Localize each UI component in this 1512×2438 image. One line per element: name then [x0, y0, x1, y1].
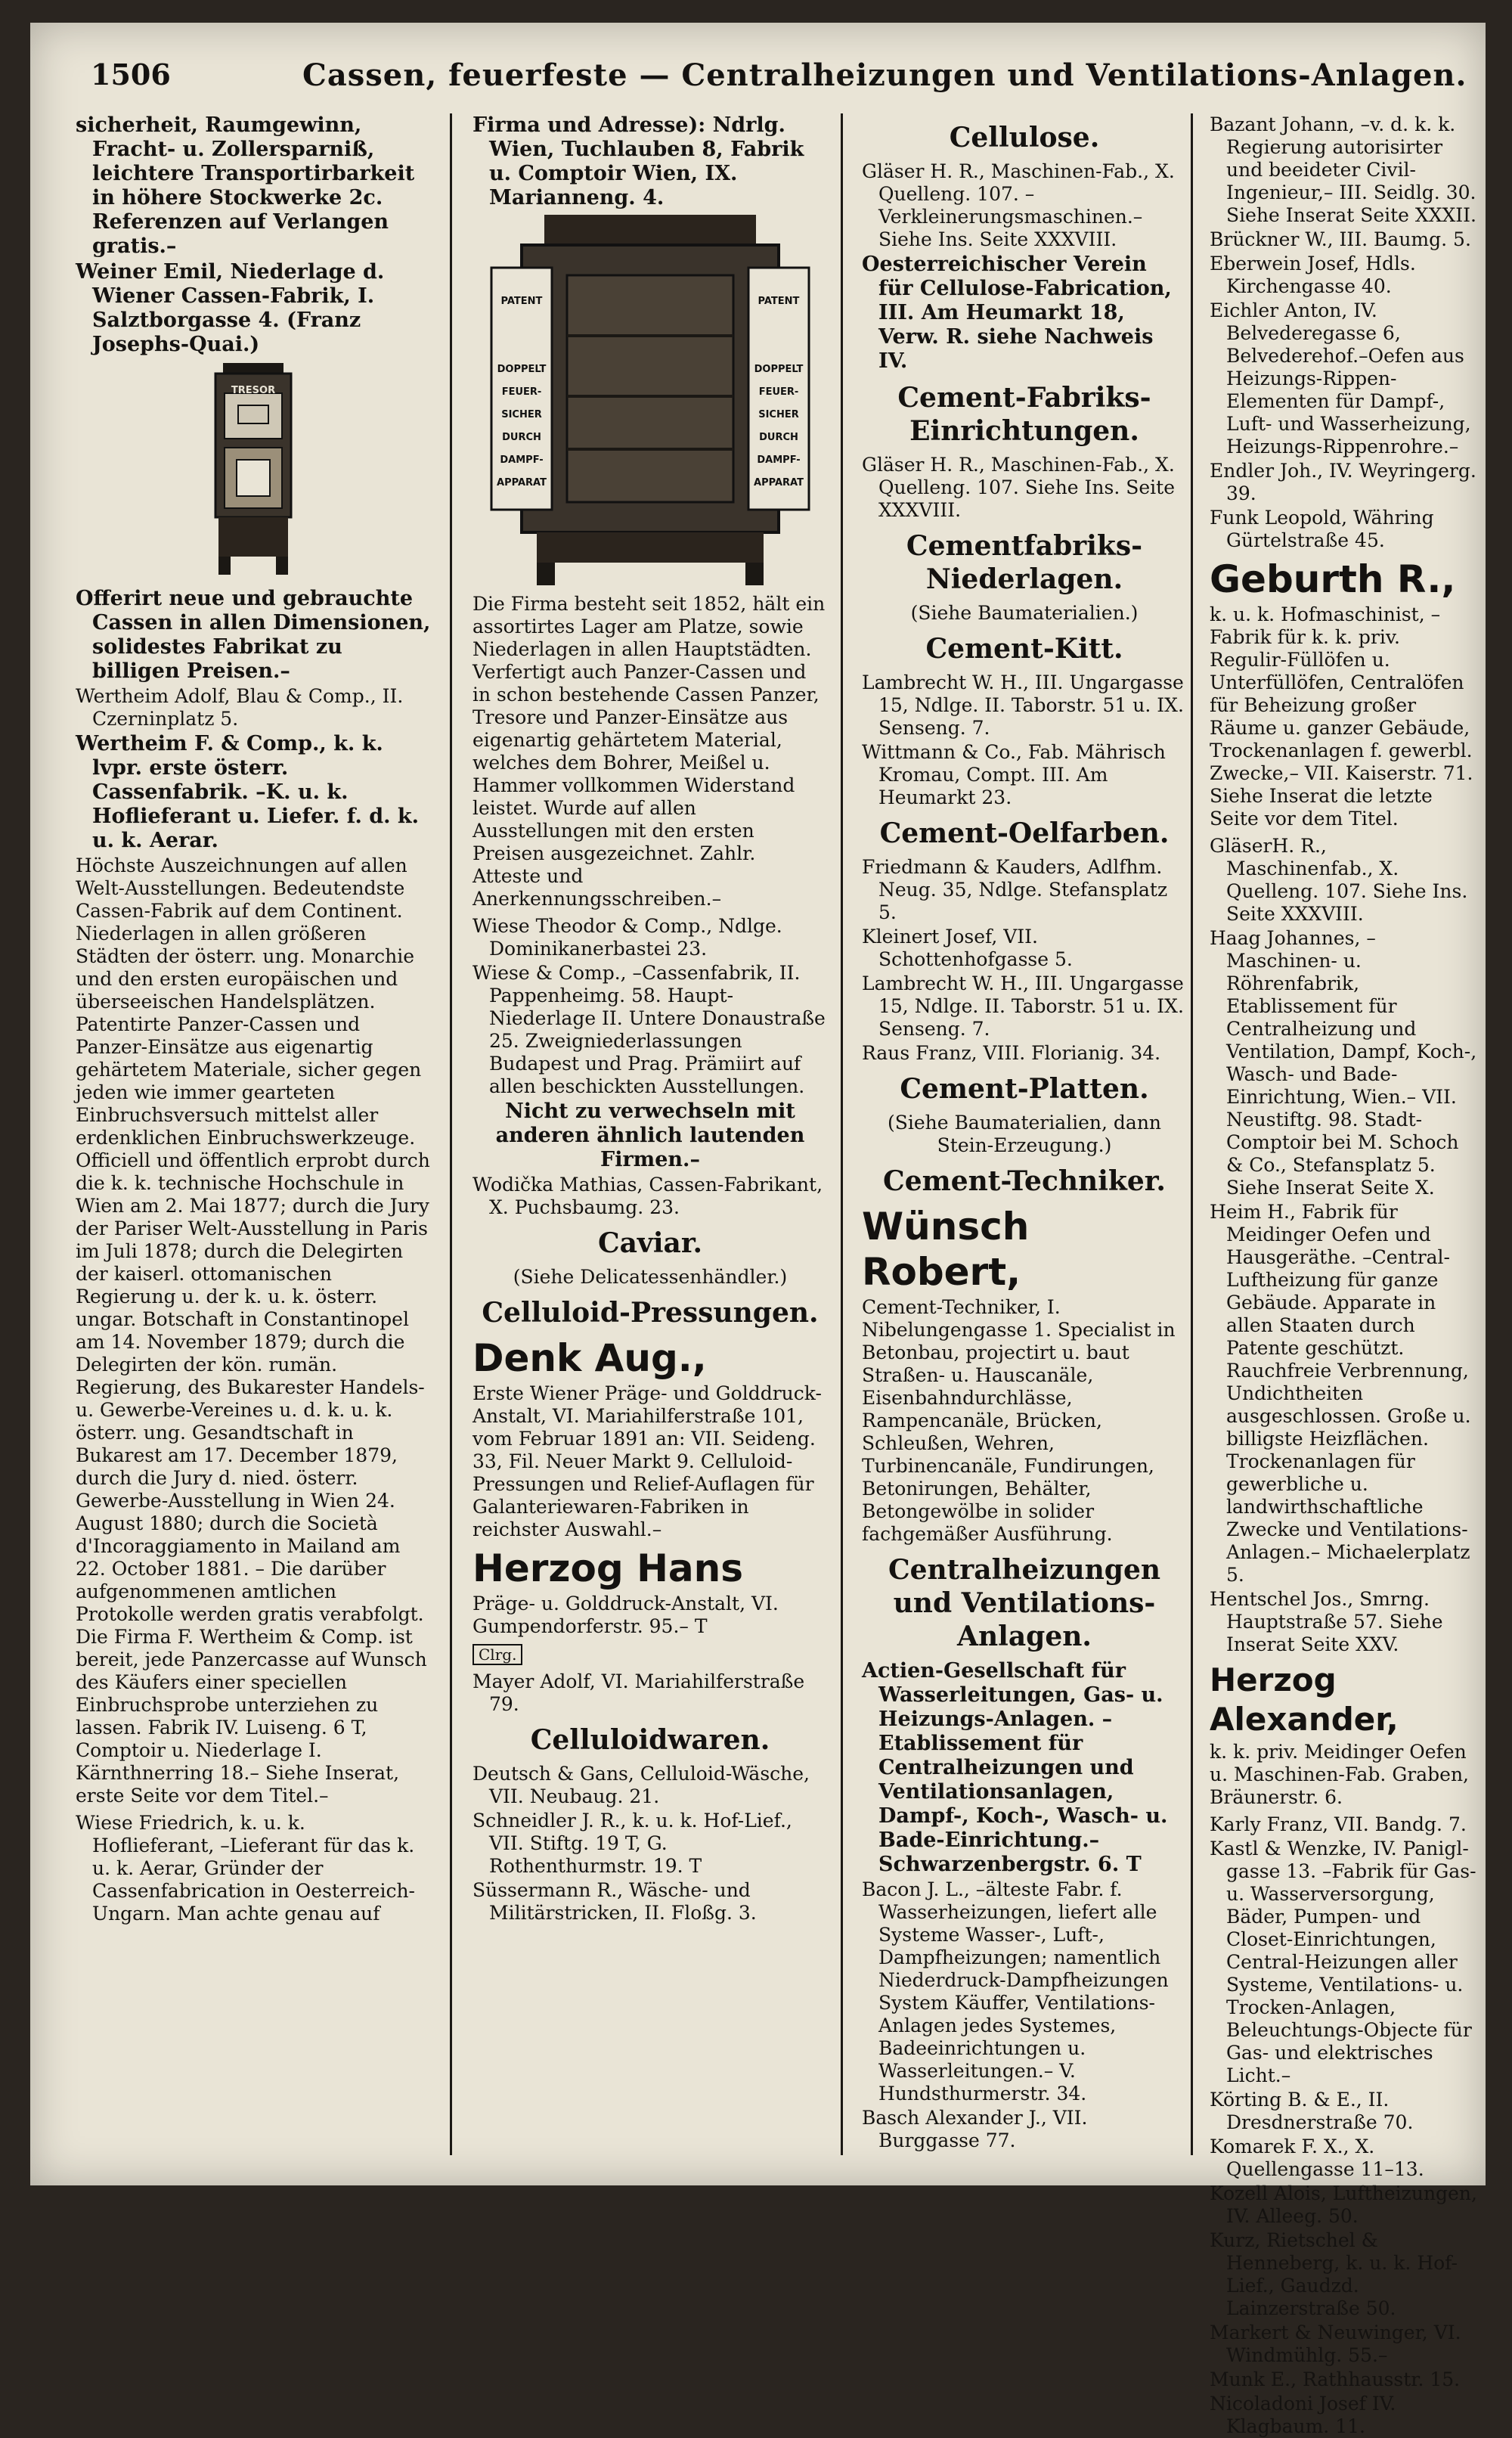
category-heading: Cement-Platten.: [900, 1073, 1149, 1105]
listing-intro: sicherheit, Raumgewinn, Fracht- u. Zollersparniß, leichtere Transportirbarkeit in höhere Stockwerke 2c. Referenzen auf Verlangen gratis.–: [76, 113, 415, 258]
listing-deutsch: Deutsch & Gans, Celluloid-Wäsche, VII. Neubaug. 21.: [472, 1763, 810, 1807]
category-heading: Centralheizungen und Ventilations-Anlagen.: [888, 1554, 1161, 1652]
safe-label: PATENT: [758, 296, 800, 307]
listing-nicoladoni: Nicoladoni Josef IV. Klagbaum. 11.: [1210, 2393, 1396, 2437]
listing-oesterr-verein: Oesterreichischer Verein für Cellulose-Fabrication, III. Am Heumarkt 18, Verw. R. siehe Nachweis IV.: [862, 253, 1172, 373]
listing-denk-body: Erste Wiener Präge- und Golddruck-Anstalt, VI. Mariahilferstraße 101, vom Februar 1891 an: VII. Seideng. 33, Fil. Neuer Markt 9. Celluloid-Pressungen und Relief-Auflagen für Galanteriewaren-Fabriken in reichster Auswahl.–: [472, 1382, 822, 1540]
listing-kozell: Kozell Alois, Luftheizungen, IV. Alleeg. 50.: [1210, 2182, 1477, 2227]
listing-kurz: Kurz, Rietschel & Henneberg, k. u. k. Hof-Lief., Gaudzd. Lainzerstraße 50.: [1210, 2229, 1458, 2319]
listing-actien: Actien-Gesellschaft für Wasserleitungen, Gas- u. Heizungs-Anlagen. –Etablissement für Centralheizungen und Ventilationsanlagen, Dampf-, Koch-, Wasch- u. Bade-Einrichtung.– Schwarzenbergstr. 6. T: [862, 1659, 1168, 1876]
listing-friedmann: Friedmann & Kauders, Adlfhm. Neug. 35, Ndlge. Stefansplatz 5.: [862, 856, 1168, 923]
safe-illustration: [208, 363, 299, 575]
listing-wittmann: Wittmann & Co., Fab. Mährisch Kromau, Compt. III. Am Heumarkt 23.: [862, 741, 1166, 808]
listing-wuensch-name: Wünsch Robert,: [862, 1205, 1030, 1294]
safe-illustration: [491, 215, 809, 585]
listing-glaeser: GläserH. R., Maschinenfab., X. Quelleng. 107. Siehe Ins. Seite XXXVIII.: [1210, 835, 1468, 925]
page-header: [30, 45, 1486, 106]
listing-hentschel: Hentschel Jos., Smrng. Hauptstraße 57. Siehe Inserat Seite XXV.: [1210, 1588, 1443, 1655]
column-4: [1210, 113, 1478, 2437]
category-note: (Siehe Delicatessenhändler.): [513, 1266, 788, 1288]
listing-offerirt: Offerirt neue und gebrauchte Cassen in allen Dimensionen, solidestes Fabrikat zu billigen Preisen.–: [76, 587, 431, 683]
listing-geburth-body: k. u. k. Hofmaschinist, –Fabrik für k. k. priv. Regulir-Füllöfen u. Unterfüllöfen, Centralöfen für Beheizung großer Räume u. ganzer Gebäude, Trockenanlagen f. gewerbl. Zwecke,– VII. Kaiserstr. 71. Siehe Inserat die letzte Seite vor dem Titel.: [1210, 603, 1473, 830]
listing-denk-name: Denk Aug.,: [472, 1336, 707, 1380]
safe-label: PATENT: [500, 296, 543, 307]
listing-herzog-hans-name: Herzog Hans: [472, 1546, 744, 1590]
listing-firma-body: Die Firma besteht seit 1852, hält ein assortirtes Lager am Platze, sowie Niederlagen in allen Hauptstädten. Verfertigt auch Panzer-Cassen und in schon bestehende Cassen Panzer, Tresore und Panzer-Einsätze aus eigenartig gehärtetem Material, welches dem Bohrer, Meißel u. Hammer vollkommen Widerstand leistet. Wurde auf allen Ausstellungen mit den ersten Preisen ausgezeichnet. Zahlr. Atteste und Anerkennungsschreiben.–: [472, 593, 826, 910]
listing-haag: Haag Johannes, –Maschinen- u. Röhrenfabrik, Etablissement für Centralheizung und Ventilation, Dampf, Koch-, Wasch- und Bade-Einrichtung, Wien.– VII. Neustiftg. 98. Stadt-Comptoir bei M. Schoch & Co., Stefansplatz 5. Siehe Inserat Seite X.: [1210, 927, 1477, 1199]
column-2: [472, 113, 828, 2170]
column-rule: [841, 113, 843, 2155]
listing-endler: Endler Joh., IV. Weyringerg. 39.: [1210, 460, 1476, 504]
running-head: Cassen, feuerfeste — Centralheizungen und Ventilations-Anlagen.: [302, 57, 1467, 93]
listing-glaeser-2: Gläser H. R., Maschinen-Fab., X. Quelleng. 107. Siehe Ins. Seite XXXVIII.: [862, 454, 1176, 521]
listing-herzog-alexander-name: Herzog Alexander,: [1210, 1661, 1399, 1738]
listing-munk: Munk E., Rathhausstr. 15.: [1210, 2368, 1461, 2390]
listing-koerting: Körting B. & E., II. Dresdnerstraße 70.: [1210, 2089, 1414, 2133]
listing-kleinert: Kleinert Josef, VII. Schottenhofgasse 5.: [862, 926, 1073, 970]
column-1: [76, 113, 431, 2170]
column-rule: [1191, 113, 1193, 2155]
column-3: [862, 113, 1187, 2170]
listing-markert: Markert & Neuwinger, VI. Windmühlg. 55.–: [1210, 2322, 1461, 2366]
listing-wiese-theodor: Wiese Theodor & Comp., Ndlge. Dominikanerbastei 23.: [472, 915, 782, 960]
category-heading: Cement-Fabriks-Einrichtungen.: [897, 382, 1151, 447]
listing-funk: Funk Leopold, Währing Gürtelstraße 45.: [1210, 507, 1434, 551]
listing-bazant: Bazant Johann, –v. d. k. k. Regierung autorisirter und beeideter Civil-Ingenieur,– III. Seidlg. 30. Siehe Inserat Seite XXXII.: [1210, 113, 1477, 226]
listing-herzog-hans-body: Präge- u. Golddruck-Anstalt, VI. Gumpendorferstr. 95.– T: [472, 1593, 779, 1637]
category-heading: Cement-Techniker.: [883, 1165, 1166, 1197]
category-heading: Cementfabriks-Niederlagen.: [906, 530, 1143, 595]
directory-page: [30, 23, 1486, 2437]
listing-wertheim-f-head: Wertheim F. & Comp., k. k. lvpr. erste österr. Cassenfabrik. –K. u. k. Hoflieferant u. Liefer. f. d. k. u. k. Aerar.: [76, 732, 420, 852]
listing-herzog-alexander-body: k. k. priv. Meidinger Oefen u. Maschinen-Fab. Graben, Bräunerstr. 6.: [1210, 1741, 1469, 1808]
listing-eberwein: Eberwein Josef, Hdls. Kirchengasse 40.: [1210, 253, 1416, 297]
category-note: (Siehe Baumaterialien.): [910, 602, 1139, 624]
listing-wiese-friedrich: Wiese Friedrich, k. u. k. Hoflieferant, –Lieferant für das k. u. k. Aerar, Gründer der Cassenfabrication in Oesterreich-Ungarn. Man achte genau auf: [76, 1812, 415, 1925]
listing-wiese-comp: Wiese & Comp., –Cassenfabrik, II. Pappenheimg. 58. Haupt-Niederlage II. Untere Donaustraße 25. Zweigniederlassungen Budapest und Prag. Prämiirt auf allen beschickten Ausstellungen.: [472, 962, 826, 1097]
listing-wuensch-body: Cement-Techniker, I. Nibelungengasse 1. Specialist in Betonbau, projectirt u. baut Straßen- u. Hauscanäle, Eisenbahndurchlässe, Rampencanäle, Brücken, Schleußen, Wehren, Turbinencanäle, Fundirungen, Betonirungen, Behälter, Betongewölbe in solider fachgemäßer Ausführung.: [862, 1296, 1176, 1545]
listing-wertheim-f-body: Höchste Auszeichnungen auf allen Welt-Ausstellungen. Bedeutendste Cassen-Fabrik auf dem Continent. Niederlagen in allen größeren Städten der österr. ung. Monarchie und den ersten europäischen und überseeischen Handelsplätzen. Patentirte Panzer-Cassen und Panzer-Einsätze aus eigenartig gehärtetem Materiale, sicher gegen jeden wie immer gearteten Einbruchsversuch mittelst aller erdenklichen Einbruchswerkzeuge. Officiell und öffentlich erprobt durch die k. k. technische Hochschule in Wien am 2. Mai 1877; durch die Jury der Pariser Welt-Ausstellung in Paris im Juli 1878; durch die Delegirten der kaiserl. ottomanischen Regierung u. der k. u. k. österr. ungar. Botschaft in Constantinopel am 14. November 1879; durch die Delegirten der kön. rumän. Regierung, des Bukarester Handels- u. Gewerbe-Vereines u. d. k. u. k. österr. ung. Gesandtschaft in Bukarest am 17. December 1879, durch die Jury d. nied. österr. Gewerbe-Ausstellung in Wien 24. August 1880; durch die Società d'Incoraggiamento in Mailand am 22. October 1881. – Die darüber aufgenommenen amtlichen Protokolle werden gratis verabfolgt. Die Firma F. Wertheim & Comp. ist bereit, jede Panzercasse auf Wunsch des Käufers einer speciellen Einbruchsprobe unterziehen zu lassen. Fabrik IV. Luiseng. 6 T, Comptoir u. Niederlage I. Kärnthnerring 18.– Siehe Inserat, erste Seite vor dem Titel.–: [76, 855, 430, 1807]
safe-label: TRESOR: [231, 385, 276, 396]
column-rule: [450, 113, 452, 2155]
listing-geburth-name: Geburth R.,: [1210, 557, 1456, 601]
listing-mayer: Mayer Adolf, VI. Mariahilferstraße 79.: [472, 1670, 805, 1715]
page-number: 1506: [91, 57, 171, 92]
listing-karly: Karly Franz, VII. Bandg. 7.: [1210, 1813, 1467, 1835]
category-note: (Siehe Baumaterialien, dann Stein-Erzeugung.): [887, 1112, 1162, 1156]
listing-wertheim-adolf: Wertheim Adolf, Blau & Comp., II. Czerninplatz 5.: [76, 685, 404, 730]
listing-kastl: Kastl & Wenzke, IV. Panigl-gasse 13. –Fabrik für Gas- u. Wasserversorgung, Bäder, Pumpen- und Closet-Einrichtungen, Central-Heizungen aller Systeme, Ventilations- u. Trocken-Anlagen, Beleuchtungs-Objecte für Gas- und elektrisches Licht.–: [1210, 1838, 1476, 2086]
category-heading: Celluloid-Pressungen.: [482, 1297, 819, 1329]
category-heading: Cement-Kitt.: [925, 633, 1123, 665]
category-heading: Caviar.: [597, 1227, 703, 1259]
listing-lambrecht-1: Lambrecht W. H., III. Ungargasse 15, Ndlge. II. Taborstr. 51 u. IX. Senseng. 7.: [862, 672, 1184, 739]
listing-brueckner: Brückner W., III. Baumg. 5.: [1210, 228, 1471, 250]
listing-raus: Raus Franz, VIII. Florianig. 34.: [862, 1042, 1161, 1064]
listing-schneidler: Schneidler J. R., k. u. k. Hof-Lief., VII. Stiftg. 19 T, G. Rothenthurmstr. 19. T: [472, 1810, 792, 1877]
listing-basch: Basch Alexander J., VII. Burggasse 77.: [862, 2107, 1088, 2151]
listing-firma: Firma und Adresse): Ndrlg. Wien, Tuchlauben 8, Fabrik u. Comptoir Wien, IX. Marianneng. 4.: [472, 113, 804, 209]
clrg-stamp: [472, 1642, 828, 1666]
listing-suessermann: Süssermann R., Wäsche- und Militärstricken, II. Floßg. 3.: [472, 1879, 757, 1924]
listing-weiner: Weiner Emil, Niederlage d. Wiener Cassen-Fabrik, I. Salztborgasse 4. (Franz Josephs-Quai.): [76, 260, 385, 356]
listing-heim: Heim H., Fabrik für Meidinger Oefen und Hausgeräthe. –Central-Luftheizung für ganze Gebäude. Apparate in allen Staaten durch Patente geschützt. Rauchfreie Verbrennung, Undichtheiten ausgeschlossen. Große u. billigste Heizflächen. Trockenanlagen für gewerbliche u. landwirthschaftliche Zwecke und Ventilations-Anlagen.– Michaelerplatz 5.: [1210, 1201, 1471, 1586]
clrg-badge: Clrg.: [472, 1644, 522, 1665]
listing-nicht: Nicht zu verwechseln mit anderen ähnlich lautenden Firmen.–: [495, 1100, 805, 1171]
category-heading: Cement-Oelfarben.: [879, 817, 1170, 849]
listing-komarek: Komarek F. X., X. Quellengasse 11–13.: [1210, 2136, 1424, 2180]
safe-label: DOPPELT FEUER-SICHER DURCH DAMPF-APPARAT: [497, 364, 547, 489]
listing-lambrecht-2: Lambrecht W. H., III. Ungargasse 15, Ndlge. II. Taborstr. 51 u. IX. Senseng. 7.: [862, 972, 1184, 1040]
listing-bacon: Bacon J. L., –älteste Fabr. f. Wasserheizungen, liefert alle Systeme Wasser-, Luft-, Dampfheizungen; namentlich Niederdruck-Dampfheizungen System Käuffer, Ventilations-Anlagen jedes Systemes, Badeeinrichtungen u. Wasserleitungen.– V. Hundsthurmerstr. 34.: [862, 1878, 1169, 2105]
listing-glaeser-1: Gläser H. R., Maschinen-Fab., X. Quelleng. 107. –Verkleinerungsmaschinen.– Siehe Ins. Seite XXXVIII.: [862, 160, 1175, 250]
category-heading: Celluloidwaren.: [530, 1724, 770, 1756]
safe-label: DOPPELT FEUER-SICHER DURCH DAMPF-APPARAT: [754, 364, 804, 489]
listing-wodicka: Wodička Mathias, Cassen-Fabrikant, X. Puchsbaumg. 23.: [472, 1174, 823, 1218]
category-heading: Cellulose.: [949, 122, 1100, 154]
listing-eichler: Eichler Anton, IV. Belvederegasse 6, Belvederehof.–Oefen aus Heizungs-Rippen-Elementen für Dampf-, Luft- und Wasserheizung, Heizungs-Rippenrohre.–: [1210, 299, 1471, 458]
